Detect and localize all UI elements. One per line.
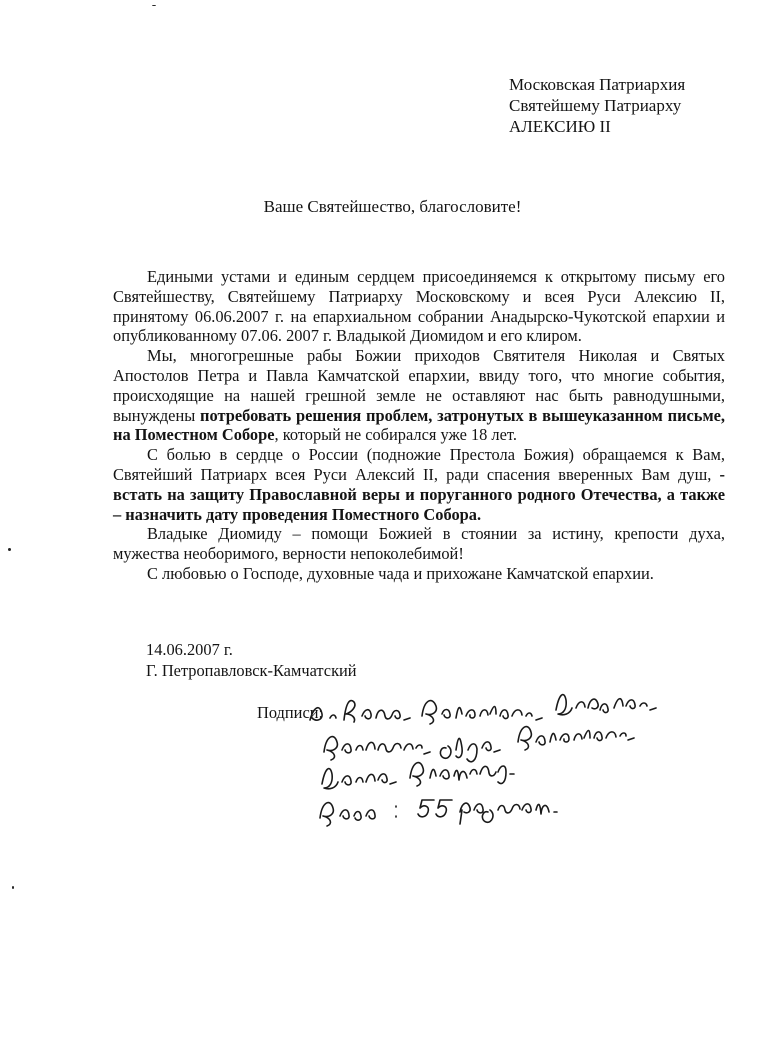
greeting: Ваше Святейшество, благословите! [263, 197, 522, 216]
paragraph-5: С любовью о Господе, духовные чада и прихожане Камчатской епархии. [147, 563, 654, 583]
addressee-line-3: АЛЕКСИЮ II [509, 117, 611, 136]
addressee-block [509, 74, 685, 137]
paragraph-1: Едиными устами и единым сердцем присоединяемся к открытому письму его Святейшеству, Святейшему Патриарху Московскому и всея Руси Алексию II, принятому 06.06.2007 г. на епархиальном собрании Анадырско-Чукотской епархии и опубликованному 07.06. 2007 г. Владыкой Диомидом и его клиром. [113, 267, 725, 346]
scan-speck [8, 548, 11, 551]
paragraph-2 [113, 346, 725, 445]
addressee-line-2: Святейшему Патриарху [509, 96, 682, 115]
addressee-line-1: Московская Патриархия [509, 75, 686, 94]
letter-body [113, 267, 725, 584]
scan-speck [12, 886, 14, 889]
paragraph-2-text-a: Мы, многогрешные рабы Божии приходов Святителя Николая и Святых Апостолов Петра и Павла Камчатской епархии, ввиду того, что многие события, происходящие на нашей грешной земле не оставляют нас быть равнодушными, вынуждены [113, 346, 725, 425]
letter-date: 14.06.2007 г. [146, 640, 233, 659]
paragraph-3 [113, 445, 725, 524]
paragraph-2-demand: потребовать решения проблем, затронутых в вышеуказанном письме, на Поместном Соборе [113, 405, 725, 445]
signatures-label: Подписи: [257, 703, 324, 722]
handwriting-drawing [300, 680, 765, 820]
paragraph-2-text-b: , который не собирался уже 18 лет. [274, 425, 517, 445]
date-place-block [146, 639, 357, 681]
scan-speck [152, 5, 156, 6]
paragraph-3-appeal: - встать на защиту Православной веры и поруганного родного Отечества, а также – назначить дату проведения Поместного Собора. [113, 464, 725, 524]
handwritten-signatures [300, 680, 765, 820]
paragraph-4: Владыке Диомиду – помощи Божией в стоянии за истину, крепости духа, мужества необоримого, верности непоколебимой! [113, 524, 725, 564]
letter-place: Г. Петропавловск-Камчатский [146, 661, 357, 680]
paragraph-3-text: С болью в сердце о России (подножие Престола Божия) обращаемся к Вам, Святейший Патриарх всея Руси Алексий II, ради спасения вверенных Вам душ, [113, 445, 725, 484]
